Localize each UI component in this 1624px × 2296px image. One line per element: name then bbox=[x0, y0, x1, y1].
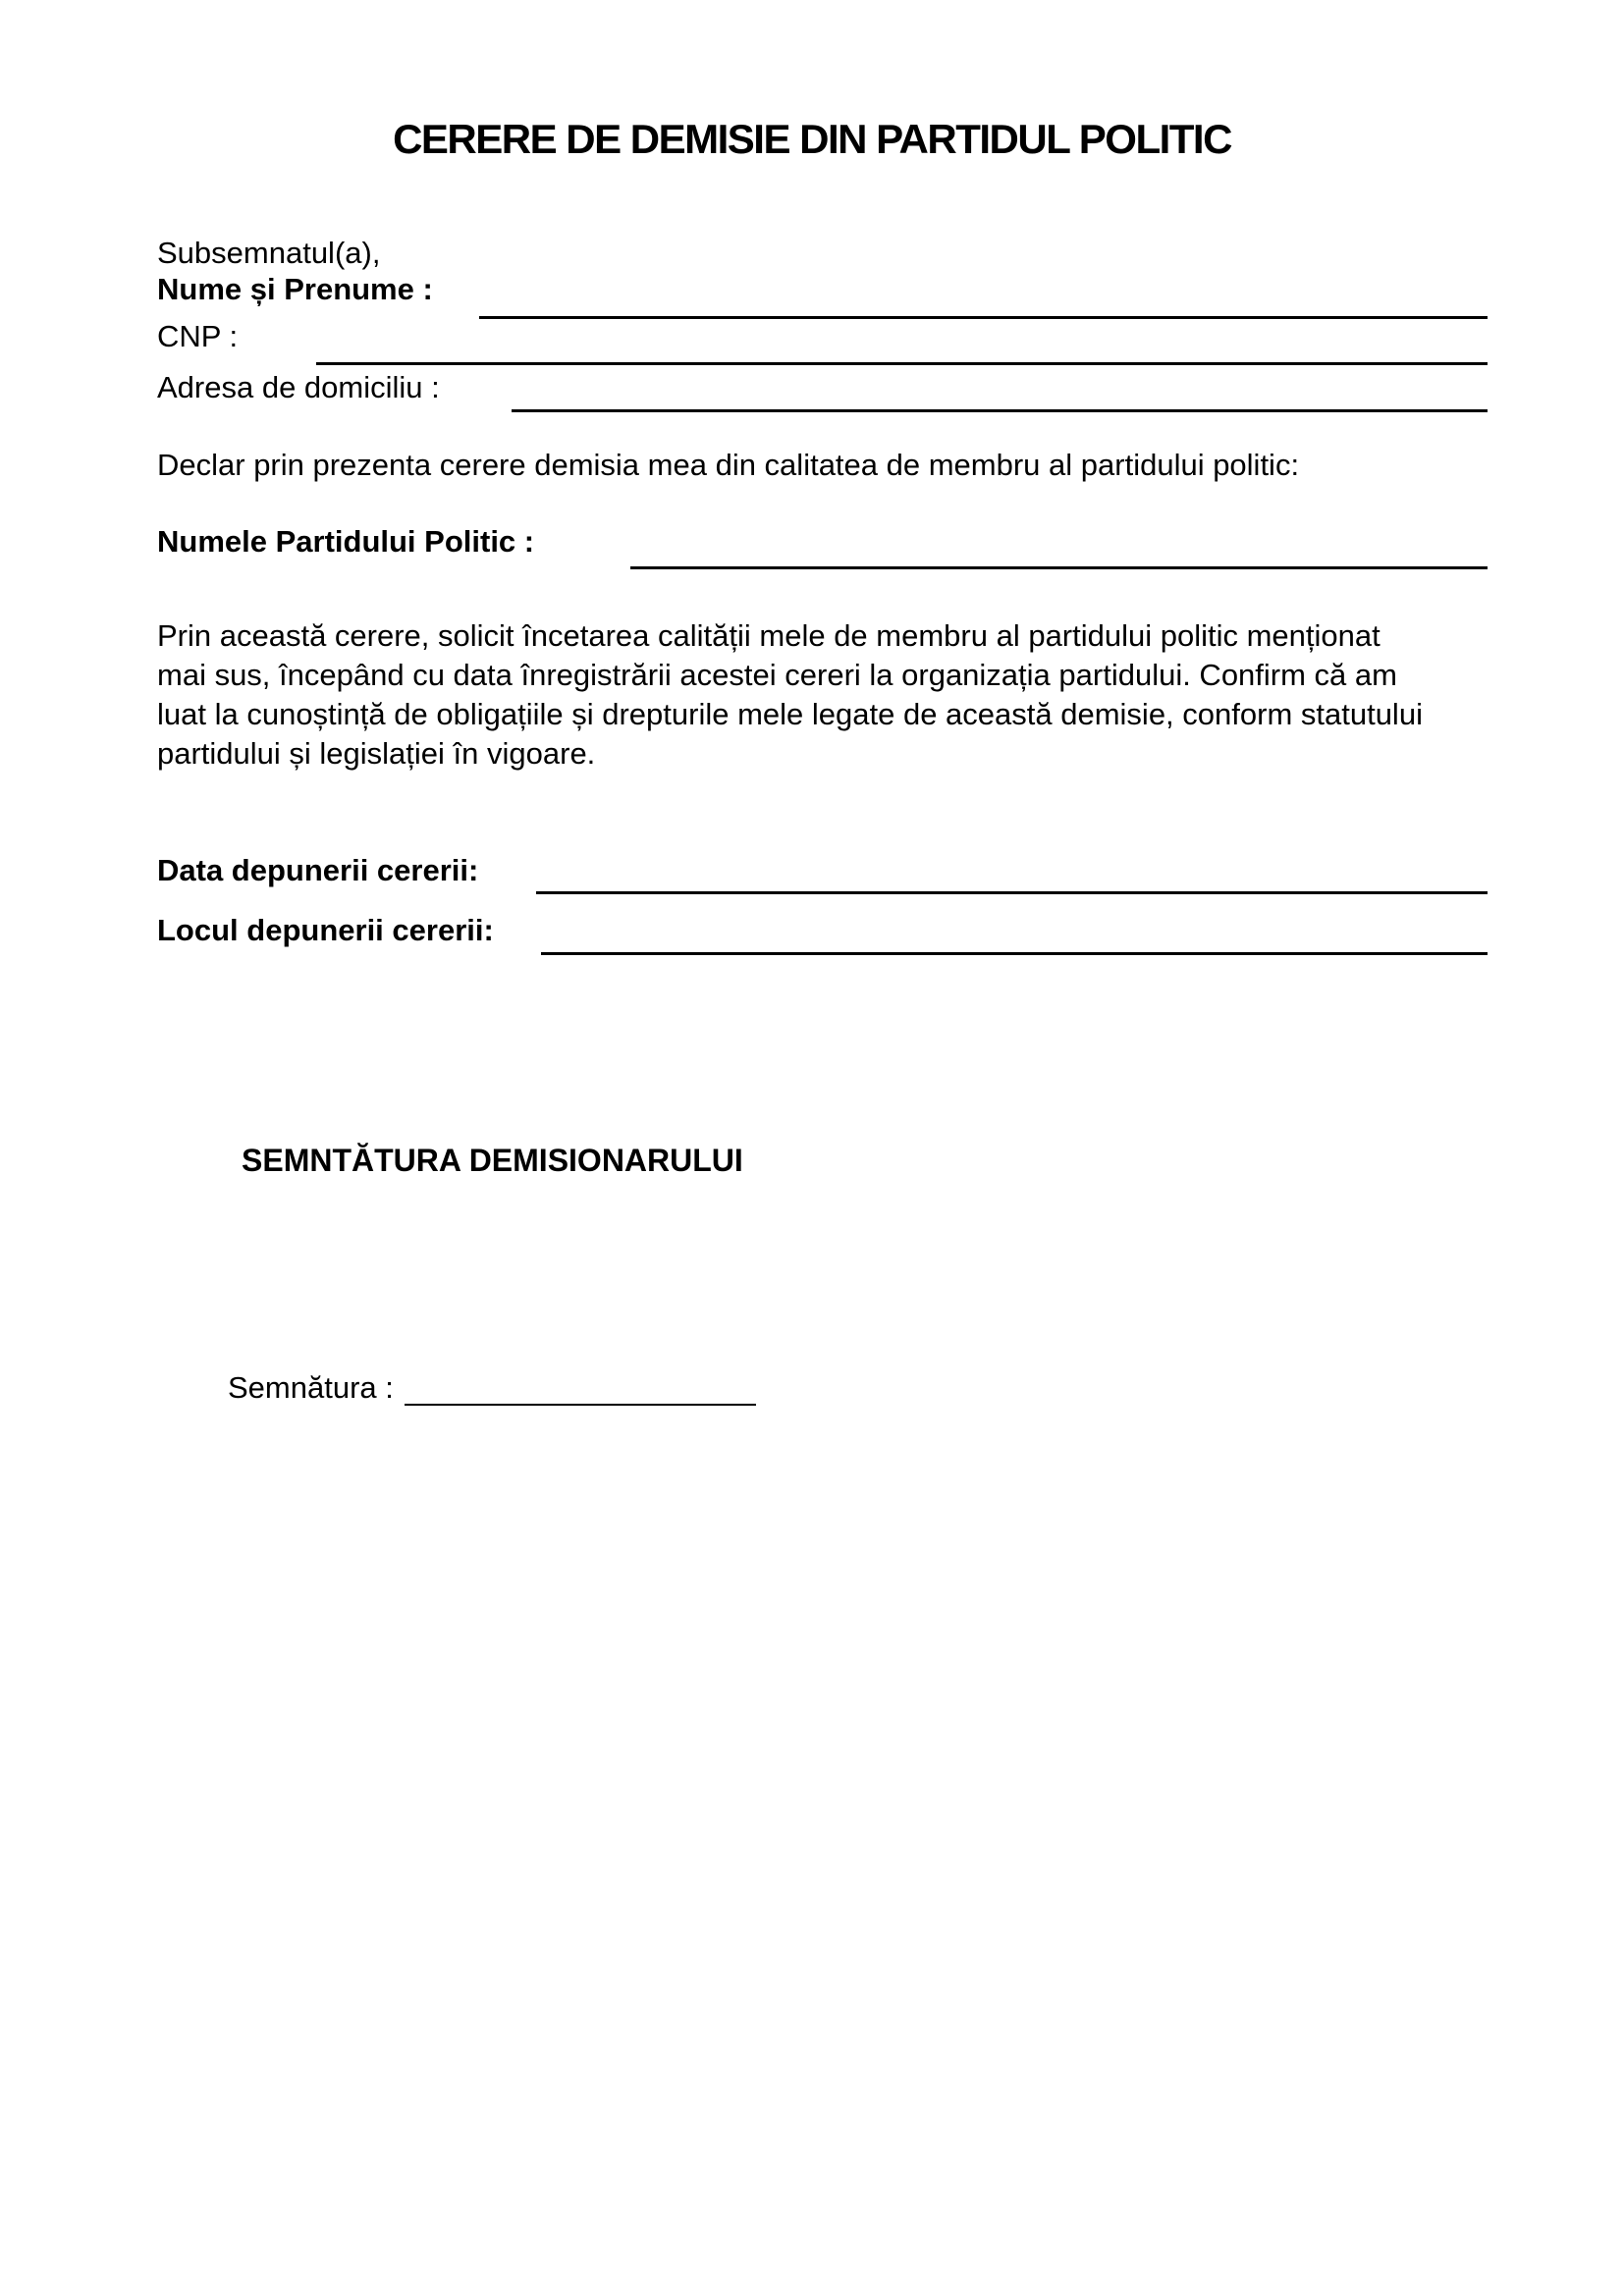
signature-fill-line[interactable] bbox=[405, 1404, 756, 1406]
paragraph-line: mai sus, începând cu data înregistrării acestei cereri la organizația partidului. Confirm că am bbox=[157, 658, 1397, 692]
signature-label: Semnătura : bbox=[228, 1370, 394, 1405]
cnp-fill-line[interactable] bbox=[316, 362, 1488, 365]
declaration-text: Declar prin prezenta cerere demisia mea din calitatea de membru al partidului politic: bbox=[157, 448, 1300, 482]
date-fill-line[interactable] bbox=[536, 891, 1488, 894]
paragraph-line: Prin această cerere, solicit încetarea calității mele de membru al partidului politic menționat bbox=[157, 618, 1380, 653]
name-label: Nume și Prenume : bbox=[157, 272, 433, 306]
address-fill-line[interactable] bbox=[512, 409, 1488, 412]
party-fill-line[interactable] bbox=[630, 566, 1488, 569]
signature-heading: SEMNTĂTURA DEMISIONARULUI bbox=[242, 1143, 743, 1178]
cnp-label: CNP : bbox=[157, 319, 239, 353]
resignation-paragraph bbox=[157, 616, 1423, 774]
paragraph-line: luat la cunoștință de obligațiile și drepturile mele legate de această demisie, conform statutului bbox=[157, 697, 1423, 731]
document-title: CERERE DE DEMISIE DIN PARTIDUL POLITIC bbox=[393, 116, 1231, 162]
name-fill-line[interactable] bbox=[479, 316, 1488, 319]
place-fill-line[interactable] bbox=[541, 952, 1488, 955]
date-label: Data depunerii cererii: bbox=[157, 853, 479, 887]
paragraph-line: partidului și legislației în vigoare. bbox=[157, 736, 596, 771]
place-label: Locul depunerii cererii: bbox=[157, 913, 494, 947]
address-label: Adresa de domiciliu : bbox=[157, 370, 440, 404]
party-label: Numele Partidului Politic : bbox=[157, 524, 535, 559]
intro-text: Subsemnatul(a), bbox=[157, 236, 381, 270]
